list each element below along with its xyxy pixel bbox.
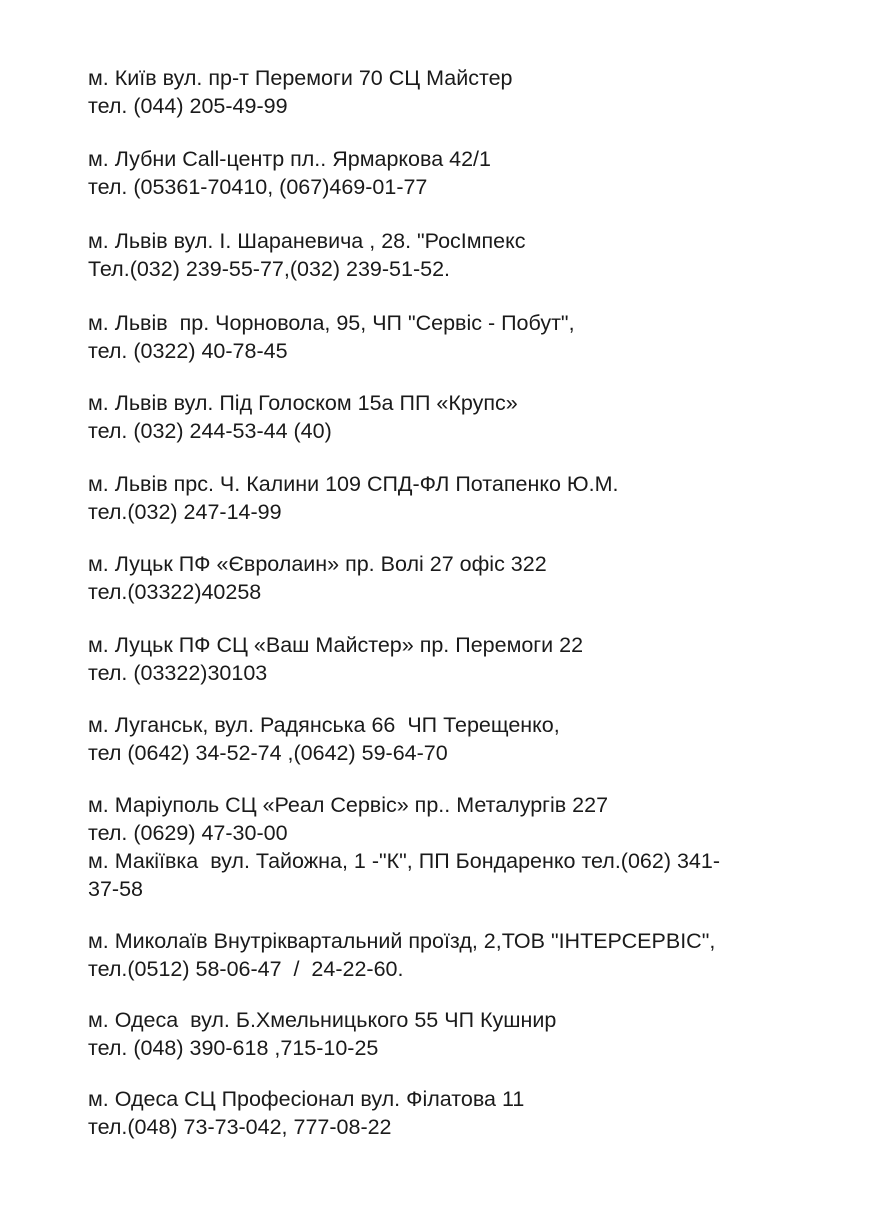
phone-line: Тел.(032) 239-55-77,(032) 239-51-52. (88, 257, 451, 281)
address-line: м. Луганськ, вул. Радянська 66 ЧП Терещенко, (88, 713, 560, 737)
phone-line: тел.(032) 247-14-99 (88, 500, 282, 524)
address-line: м. Миколаїв Внутріквартальний проїзд, 2,ТОВ "ІНТЕРСЕРВІС", (88, 929, 716, 953)
phone-line: тел (0642) 34-52-74 ,(0642) 59-64-70 (88, 741, 448, 765)
address-line: м. Маріуполь СЦ «Реал Сервіс» пр.. Металургів 227 (88, 793, 609, 817)
phone-line: тел. (0629) 47-30-00 (88, 821, 288, 845)
phone-line: тел. (05361-70410, (067)469-01-77 (88, 175, 428, 199)
phone-line: тел. (048) 390-618 ,715-10-25 (88, 1036, 379, 1060)
address-line: м. Макіївка вул. Тайожна, 1 -"К", ПП Бондаренко тел.(062) 341- (88, 849, 721, 873)
address-line: м. Луцьк ПФ СЦ «Ваш Майстер» пр. Перемоги 22 (88, 633, 584, 657)
phone-line: тел. (032) 244-53-44 (40) (88, 419, 332, 443)
address-line: м. Одеса вул. Б.Хмельницького 55 ЧП Кушнир (88, 1008, 557, 1032)
phone-line: тел.(048) 73-73-042, 777-08-22 (88, 1115, 392, 1139)
phone-line: тел.(0512) 58-06-47 / 24-22-60. (88, 957, 404, 981)
address-line: м. Львів пр. Чорновола, 95, ЧП "Сервіс - Побут", (88, 311, 575, 335)
address-line: м. Лубни Call-центр пл.. Ярмаркова 42/1 (88, 147, 491, 171)
phone-line: тел. (0322) 40-78-45 (88, 339, 288, 363)
phone-line: 37-58 (88, 877, 143, 901)
phone-line: тел.(03322)40258 (88, 580, 262, 604)
address-line: м. Луцьк ПФ «Євролаин» пр. Волі 27 офіс 322 (88, 552, 547, 576)
address-line: м. Львів вул. Під Голоском 15а ПП «Крупс» (88, 391, 518, 415)
phone-line: тел. (044) 205-49-99 (88, 94, 288, 118)
address-line: м. Львів прс. Ч. Калини 109 СПД-ФЛ Потапенко Ю.М. (88, 472, 619, 496)
address-line: м. Одеса СЦ Професіонал вул. Філатова 11 (88, 1087, 525, 1111)
phone-line: тел. (03322)30103 (88, 661, 268, 685)
address-line: м. Київ вул. пр-т Перемоги 70 СЦ Майстер (88, 66, 513, 90)
address-line: м. Львів вул. І. Шараневича , 28. "РосІмпекс (88, 229, 526, 253)
